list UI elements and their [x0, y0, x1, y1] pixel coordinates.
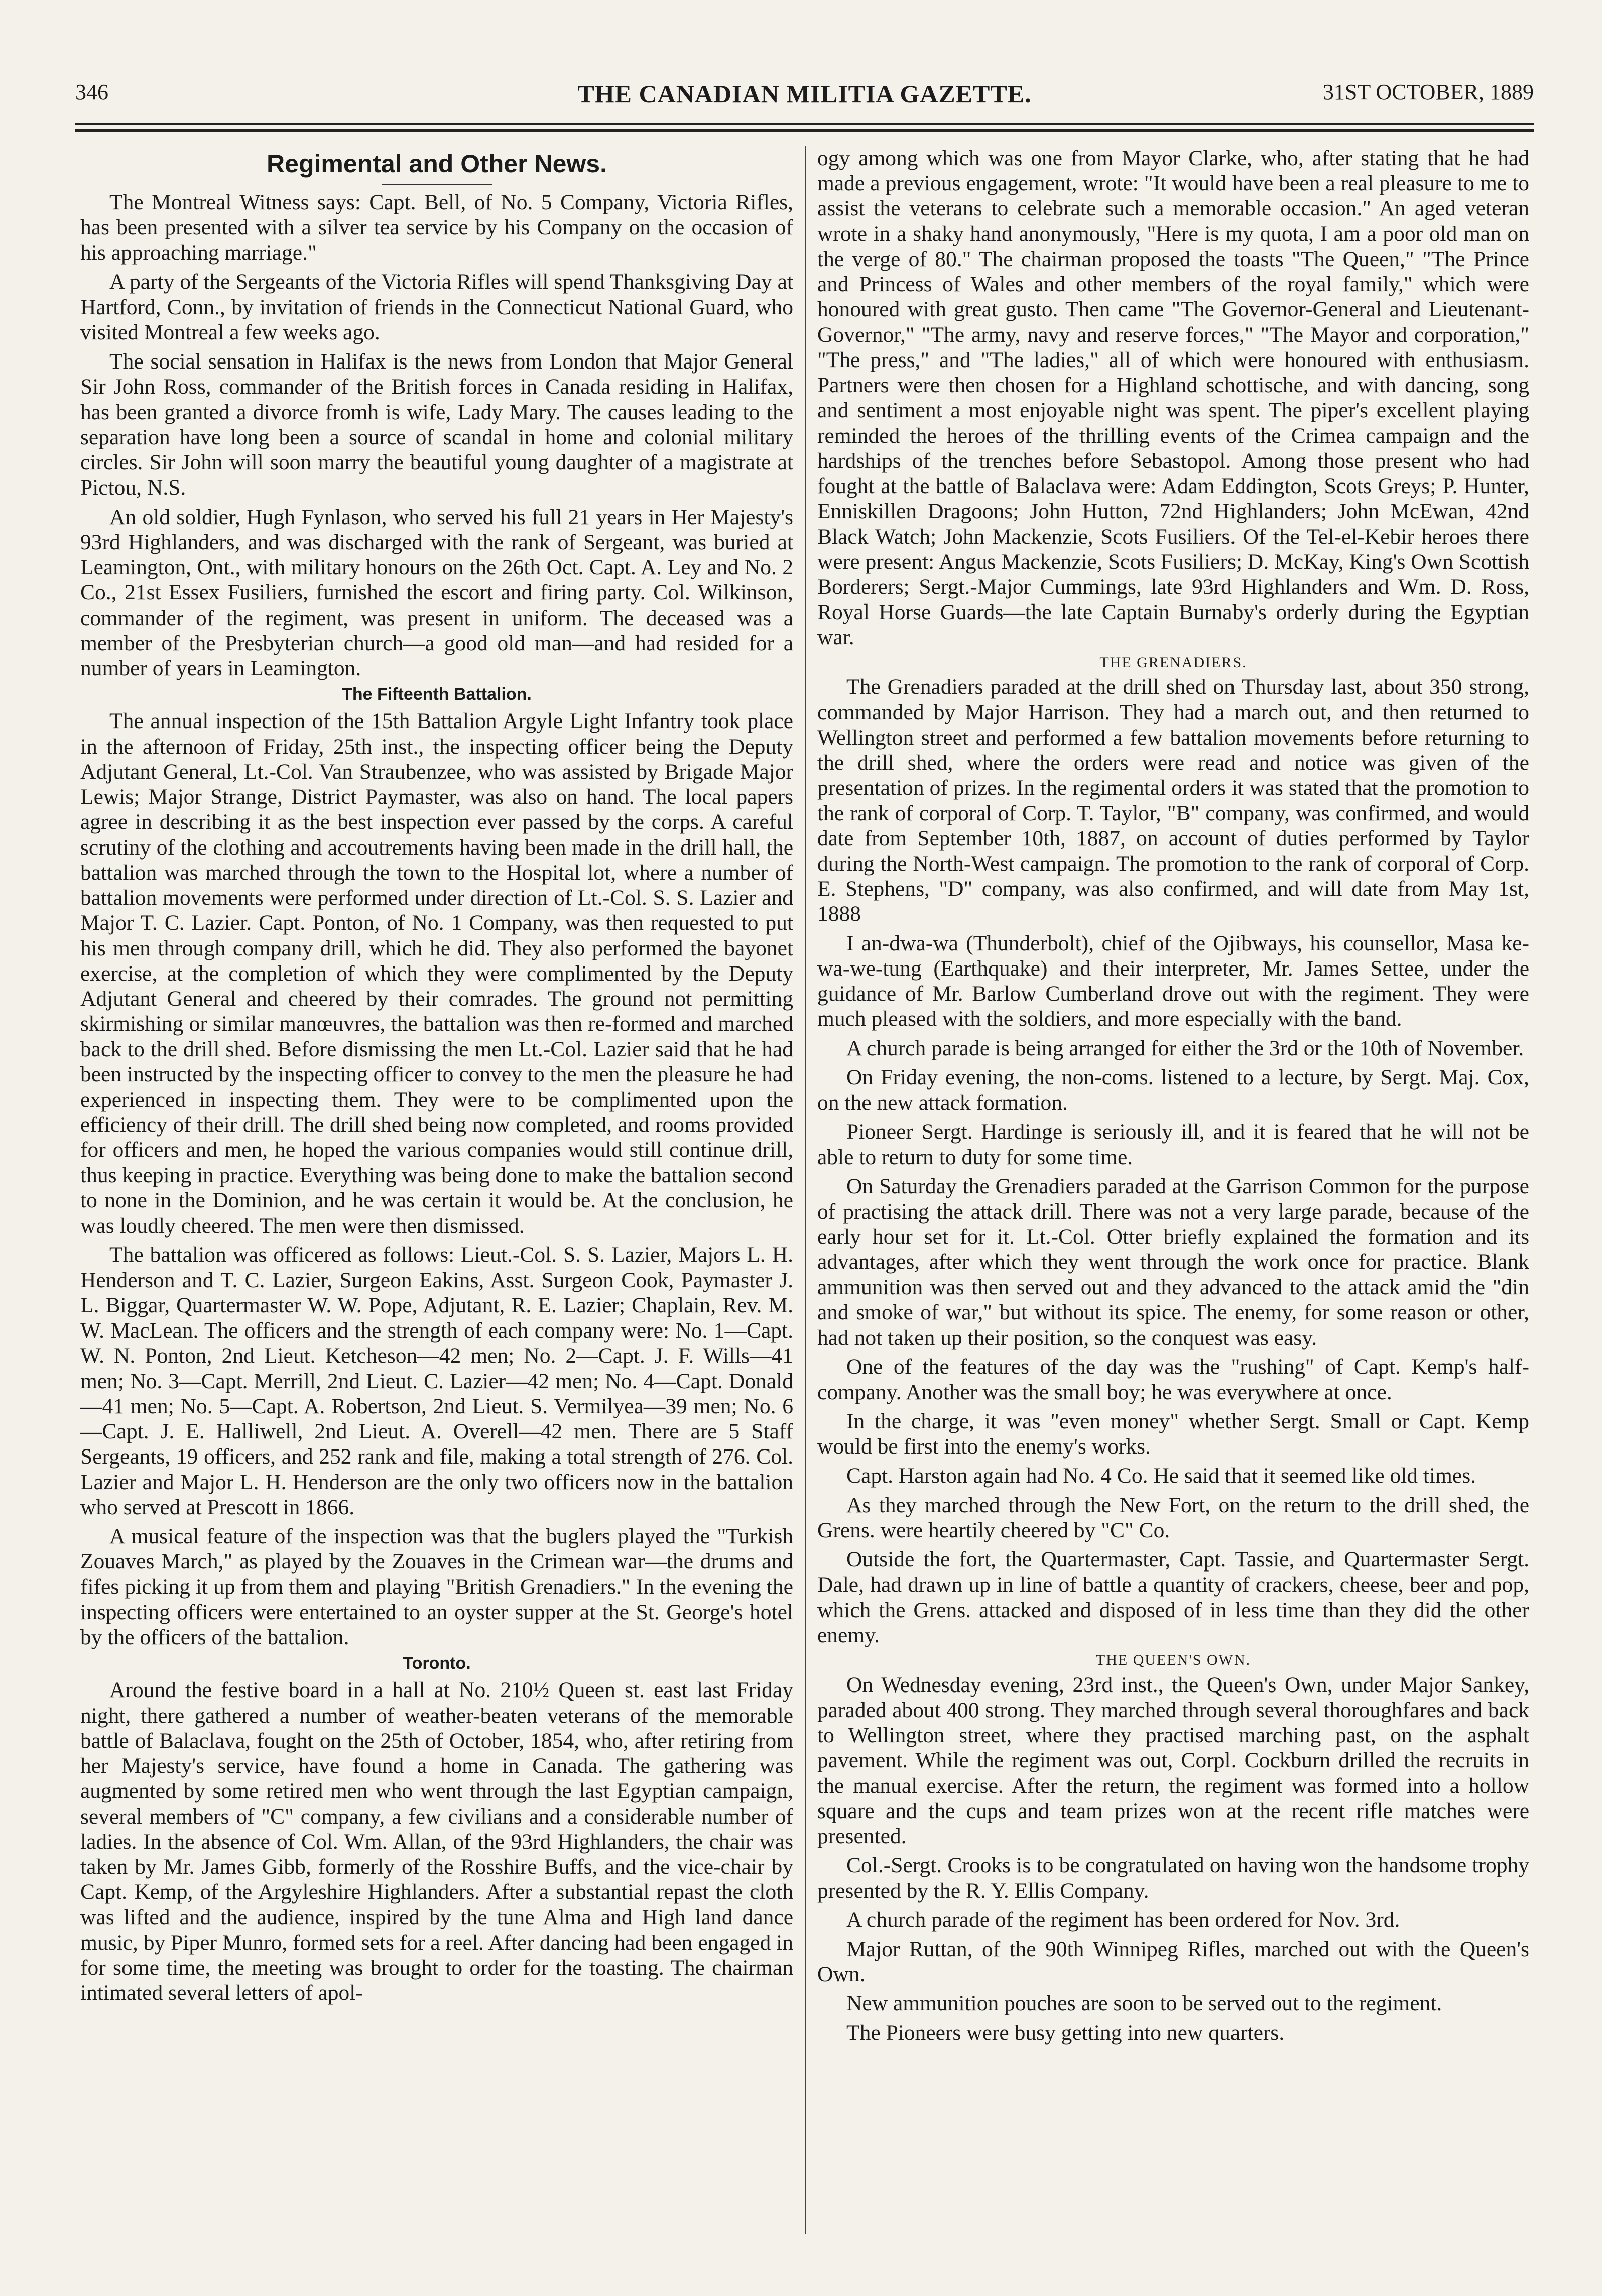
article-paragraph: A party of the Sergeants of the Victoria Rifles will spend Thanksgiving Day at Hartford, Conn., by invitation of friends in the Connecticut National Guard, who visited Montreal a few weeks ago.: [80, 270, 793, 344]
column-divider: [805, 146, 806, 2234]
article-paragraph: Outside the fort, the Quartermaster, Capt. Tassie, and Quartermaster Sergt. Dale, had drawn up in line of battle a quantity of crackers, cheese, beer and pop, which the Grens. attacked and disposed of in less time than they did the other enemy.: [817, 1547, 1529, 1647]
subheading-grenadiers: THE GRENADIERS.: [1099, 654, 1247, 671]
article-paragraph: Col.-Sergt. Crooks is to be congratulated on having won the handsome trophy presented by the R. Y. Ellis Company.: [817, 1853, 1529, 1903]
article-paragraph: On Wednesday evening, 23rd inst., the Queen's Own, under Major Sankey, paraded about 400 strong. They marched through several thoroughfares and back to Wellington street, where they practised marching past, on the asphalt pavement. While the regiment was out, Corpl. Cockburn drilled the recruits in the manual exercise. After the return, the regiment was formed into a hollow square and the cups and team prizes won at the recent rifle matches were presented.: [817, 1672, 1529, 1849]
article-paragraph: The Pioneers were busy getting into new quarters.: [846, 2020, 1285, 2045]
right-column: [817, 146, 1529, 2254]
article-paragraph: As they marched through the New Fort, on the return to the drill shed, the Grens. were heartily cheered by "C" Co.: [817, 1493, 1529, 1542]
header-rule-thin: [75, 123, 1534, 125]
article-paragraph: On Saturday the Grenadiers paraded at the Garrison Common for the purpose of practising the attack drill. There was not a very large parade, because of the early hour set for it. Lt.-Col. Otter briefly explained the formation and its advantages, after which they went through the work once for practice. Blank ammunition was then served out and they advanced to the attack amid the "din and smoke of war," but without its spice. The enemy, for some reason or other, had not taken up their position, so the conquest was easy.: [817, 1174, 1529, 1350]
article-paragraph: The Grenadiers paraded at the drill shed on Thursday last, about 350 strong, commanded by Major Harrison. They had a march out, and then returned to Wellington street and performed a few battalion movements before returning to the drill shed, where the orders were read and notice was given of the presentation of prizes. In the regimental orders it was stated that the promotion to the rank of corporal of Corp. T. Taylor, "B" company, was confirmed, and would date from September 10th, 1887, on account of duties performed by Taylor during the North-West campaign. The promotion to the rank of corporal of Corp. E. Stephens, "D" company, was also confirmed, and will date from May 1st, 1888: [817, 675, 1529, 926]
page-number: 346: [75, 80, 108, 104]
masthead-title: THE CANADIAN MILITIA GAZETTE.: [577, 80, 1032, 108]
article-paragraph: Major Ruttan, of the 90th Winnipeg Rifles, marched out with the Queen's Own.: [817, 1937, 1529, 1987]
article-paragraph: The annual inspection of the 15th Battalion Argyle Light Infantry took place in the afternoon of Friday, 25th inst., the inspecting officer being the Deputy Adjutant General, Lt.-Col. Van Straubenzee, who was assisted by Brigade Major Lewis; Major Strange, District Paymaster, was also on hand. The local papers agree in describing it as the best inspection ever passed by the corps. A careful scrutiny of the clothing and accoutrements having been made in the drill hall, the battalion was marched through the town to the Hospital lot, where a number of battalion movements were performed under direction of Lt.-Col. S. S. Lazier and Major T. C. Lazier. Capt. Ponton, of No. 1 Company, was then requested to put his men through company drill, which he did. They also performed the bayonet exercise, at the completion of which they were complimented by the Deputy Adjutant General and cheered by their comrades. The ground not permitting skirmishing or similar manœuvres, the battalion was then re-formed and marched back to the drill shed. Before dismissing the men Lt.-Col. Lazier said that he had been instructed by the inspecting officer to convey to the men the pleasure he had experienced in inspecting them. They were to be complimented upon the efficiency of their drill. The drill shed being now completed, and rooms provided for officers and men, he hoped the various companies would still continue drill, thus keeping in practice. Everything was being done to make the battalion second to none in the Dominion, and he was certain it would be. At the conclusion, he was loudly cheered. The men were then dismissed.: [80, 709, 793, 1238]
heading-divider: [382, 184, 492, 185]
article-paragraph: Around the festive board in a hall at No. 210½ Queen st. east last Friday night, there gathered a number of weather-beaten veterans of the memorable battle of Balaclava, fought on the 25th of October, 1854, who, after retiring from her Majesty's service, have found a home in Canada. The gathering was augmented by some retired men who went through the last Egyptian campaign, several members of "C" company, a few civilians and a considerable number of ladies. In the absence of Col. Wm. Allan, of the 93rd Highlanders, the chair was taken by Mr. James Gibb, formerly of the Rosshire Buffs, and the vice-chair by Capt. Kemp, of the Argyleshire Highlanders. After a substantial repast the cloth was lifted and the audience, inspired by the tune Alma and High land dance music, by Piper Munro, formed sets for a reel. After dancing had been engaged in for some time, the meeting was brought to order for the toasting. The chairman intimated several letters of apol-: [80, 1678, 793, 2005]
article-paragraph: The Montreal Witness says: Capt. Bell, of No. 5 Company, Victoria Rifles, has been presented with a silver tea service by his Company on the occasion of his approaching marriage.": [80, 190, 793, 265]
subheading-fifteenth-battalion: The Fifteenth Battalion.: [342, 685, 532, 704]
subheading-queens-own: THE QUEEN'S OWN.: [1095, 1652, 1251, 1668]
article-paragraph: In the charge, it was "even money" whether Sergt. Small or Capt. Kemp would be first into the enemy's works.: [817, 1409, 1529, 1459]
article-paragraph: I an-dwa-wa (Thunderbolt), chief of the Ojibways, his counsellor, Masa ke-wa-we-tung (Earthquake) and their interpreter, Mr. James Settee, under the guidance of Mr. Barlow Cumberland drove out with the regiment. They were much pleased with the soldiers, and more especially with the band.: [817, 931, 1529, 1031]
section-heading: Regimental and Other News.: [267, 150, 607, 178]
article-paragraph: The social sensation in Halifax is the news from London that Major General Sir John Ross, commander of the British forces in Canada residing in Halifax, has been granted a divorce fromh is wife, Lady Mary. The causes leading to the separation have long been a source of scandal in home and colonial military circles. Sir John will soon marry the beautiful young daughter of a magistrate at Pictou, N.S.: [80, 349, 793, 500]
article-paragraph: The battalion was officered as follows: Lieut.-Col. S. S. Lazier, Majors L. H. Henderson and T. C. Lazier, Surgeon Eakins, Asst. Surgeon Cook, Paymaster J. L. Biggar, Quartermaster W. W. Pope, Adjutant, R. E. Lazier; Chaplain, Rev. M. W. MacLean. The officers and the strength of each company were: No. 1—Capt. W. N. Ponton, 2nd Lieut. Ketcheson—42 men; No. 2—Capt. J. F. Wills—41 men; No. 3—Capt. Merrill, 2nd Lieut. C. Lazier—42 men; No. 4—Capt. Donald—41 men; No. 5—Capt. A. Robertson, 2nd Lieut. S. Vermilyea—39 men; No. 6—Capt. J. E. Halliwell, 2nd Lieut. A. Overell—42 men. There are 5 Staff Sergeants, 19 officers, and 252 rank and file, making a total strength of 276. Col. Lazier and Major L. H. Henderson are the only two officers now in the battalion who served at Prescott in 1866.: [80, 1243, 793, 1519]
issue-date: 31ST OCTOBER, 1889: [1322, 80, 1534, 104]
header-rule-thick: [75, 129, 1534, 132]
article-paragraph: A church parade is being arranged for either the 3rd or the 10th of November.: [846, 1036, 1524, 1060]
subheading-toronto: Toronto.: [403, 1654, 471, 1673]
article-paragraph: A church parade of the regiment has been ordered for Nov. 3rd.: [846, 1907, 1400, 1932]
article-paragraph: An old soldier, Hugh Fynlason, who served his full 21 years in Her Majesty's 93rd Highlanders, and was discharged with the rank of Sergeant, was buried at Leamington, Ont., with military honours on the 26th Oct. Capt. A. Ley and No. 2 Co., 21st Essex Fusiliers, furnished the escort and firing party. Col. Wilkinson, commander of the regiment, was present in uniform. The deceased was a member of the Presbyterian church—a good old man—and had resided for a number of years in Leamington.: [80, 505, 793, 680]
left-column: [80, 146, 793, 2254]
article-paragraph: Capt. Harston again had No. 4 Co. He said that it seemed like old times.: [846, 1464, 1476, 1488]
page-header: [75, 79, 1534, 114]
article-paragraph-continued: ogy among which was one from Mayor Clarke, who, after stating that he had made a previous engagement, wrote: "It would have been a real pleasure to me to assist the veterans to celebrate such a memorable occasion." An aged veteran wrote in a shaky hand anonymously, "Here is my quota, I am a poor old man on the verge of 80." The chairman proposed the toasts "The Queen," "The Prince and Princess of Wales and other members of the royal family," which were honoured with great gusto. Then came "The Governor-General and Lieutenant-Governor," "The army, navy and reserve forces," "The Mayor and corporation," "The press," and "The ladies," all of which were honoured with enthusiasm. Partners were then chosen for a Highland schottische, and with dancing, song and sentiment a most enjoyable night was spent. The piper's excellent playing reminded the heroes of the thrilling events of the Crimea campaign and the hardships of the trenches before Sebastopol. Among those present who had fought at the battle of Balaclava were: Adam Eddington, Scots Greys; P. Hunter, Enniskillen Dragoons; John Hutton, 72nd Highlanders; John McEwan, 42nd Black Watch; John Mackenzie, Scots Fusiliers. Of the Tel-el-Kebir heroes there were present: Angus Mackenzie, Scots Fusiliers; D. McKay, King's Own Scottish Borderers; Sergt.-Major Cummings, late 93rd Highlanders and Wm. D. Ross, Royal Horse Guards—the late Captain Burnaby's orderly during the Egyptian war.: [817, 146, 1529, 650]
article-paragraph: New ammunition pouches are soon to be served out to the regiment.: [846, 1991, 1442, 2016]
article-paragraph: Pioneer Sergt. Hardinge is seriously ill, and it is feared that he will not be able to return to duty for some time.: [817, 1120, 1529, 1169]
article-paragraph: On Friday evening, the non-coms. listened to a lecture, by Sergt. Maj. Cox, on the new attack formation.: [817, 1065, 1529, 1115]
article-paragraph: One of the features of the day was the "rushing" of Capt. Kemp's half-company. Another was the small boy; he was everywhere at once.: [817, 1355, 1529, 1404]
article-paragraph: A musical feature of the inspection was that the buglers played the "Turkish Zouaves March," as played by the Zouaves in the Crimean war—the drums and fifes picking it up from them and playing "British Grenadiers." In the evening the inspecting officers were entertained to an oyster supper at the St. George's hotel by the officers of the battalion.: [80, 1524, 793, 1649]
